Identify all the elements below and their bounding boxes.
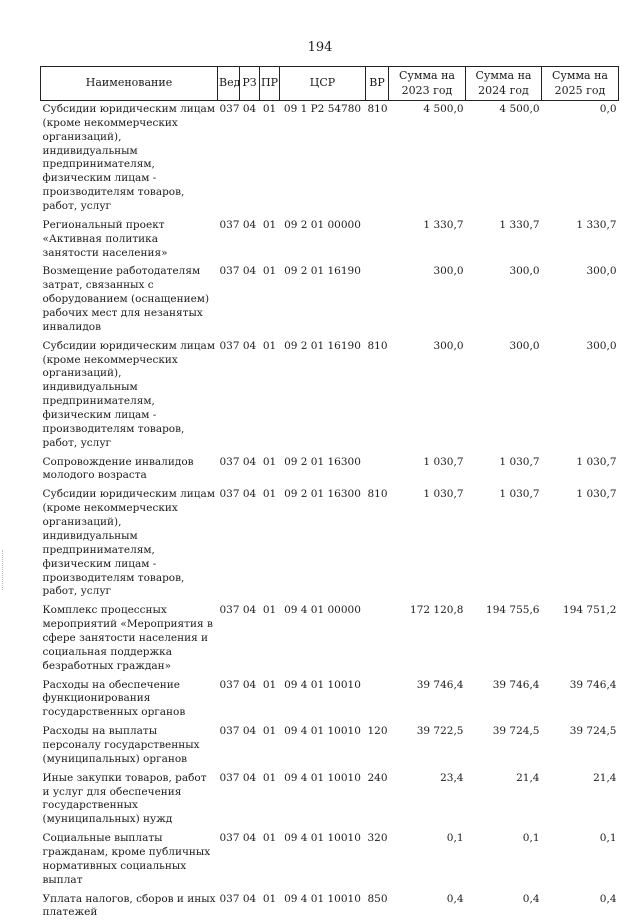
row-sum-2023: 39 746,4 (389, 677, 466, 724)
row-sum-2025: 1 030,7 (542, 454, 619, 487)
row-csr: 09 2 01 16190 (280, 263, 366, 337)
row-name: Сопровождение инвалидов молодого возраста (41, 454, 218, 487)
row-rz: 04 (240, 217, 260, 264)
table-row (41, 891, 619, 923)
row-rz: 04 (240, 723, 260, 770)
row-pr: 01 (260, 830, 280, 890)
header-pr: ПР (260, 67, 280, 101)
header-name: Наименование (41, 67, 218, 101)
page-number: 194 (0, 40, 640, 55)
row-ved: 037 (218, 830, 240, 890)
row-vr: 240 (366, 770, 389, 830)
row-vr: 810 (366, 486, 389, 602)
row-vr: 320 (366, 830, 389, 890)
row-sum-2023: 172 120,8 (389, 602, 466, 676)
row-rz: 04 (240, 101, 260, 217)
row-sum-2024: 1 330,7 (466, 217, 542, 264)
row-name: Субсидии юридическим лицам (кроме некоммерческих организаций), индивидуальным предпринимателям, физическим лицам - производителям товаров, работ, услуг (41, 101, 218, 217)
row-sum-2024: 194 755,6 (466, 602, 542, 676)
row-csr: 09 2 01 16300 (280, 454, 366, 487)
row-sum-2025: 39 746,4 (542, 677, 619, 724)
row-sum-2024: 21,4 (466, 770, 542, 830)
row-sum-2024: 1 030,7 (466, 486, 542, 602)
row-sum-2024: 300,0 (466, 338, 542, 454)
row-pr: 01 (260, 217, 280, 264)
row-name: Субсидии юридическим лицам (кроме некоммерческих организаций), индивидуальным предпринимателям, физическим лицам - производителям товаров, работ, услуг (41, 486, 218, 602)
row-csr: 09 4 01 10010 (280, 830, 366, 890)
row-sum-2025: 300,0 (542, 263, 619, 337)
row-name: Субсидии юридическим лицам (кроме некоммерческих организаций), индивидуальным предпринимателям, физическим лицам - производителям товаров, работ, услуг (41, 338, 218, 454)
row-name: Комплекс процессных мероприятий «Мероприятия в сфере занятости населения и социальная поддержка безработных граждан» (41, 602, 218, 676)
row-vr (366, 217, 389, 264)
row-name: Расходы на обеспечение функционирования государственных органов (41, 677, 218, 724)
header-sum-2023: Сумма на 2023 год (389, 67, 466, 101)
row-sum-2023: 1 030,7 (389, 454, 466, 487)
header-sum-2024: Сумма на 2024 год (466, 67, 542, 101)
row-sum-2025: 0,4 (542, 891, 619, 923)
row-pr: 01 (260, 338, 280, 454)
row-csr: 09 1 P2 54780 (280, 101, 366, 217)
row-sum-2025: 21,4 (542, 770, 619, 830)
table-row (41, 263, 619, 337)
row-rz: 04 (240, 338, 260, 454)
row-sum-2023: 1 030,7 (389, 486, 466, 602)
row-sum-2025: 1 330,7 (542, 217, 619, 264)
row-ved: 037 (218, 454, 240, 487)
table-row (41, 770, 619, 830)
row-pr: 01 (260, 263, 280, 337)
header-sum-2025: Сумма на 2025 год (542, 67, 619, 101)
row-pr: 01 (260, 602, 280, 676)
row-rz: 04 (240, 454, 260, 487)
row-csr: 09 4 01 10010 (280, 723, 366, 770)
table-row (41, 830, 619, 890)
row-sum-2025: 300,0 (542, 338, 619, 454)
table-row (41, 454, 619, 487)
row-ved: 037 (218, 677, 240, 724)
header-csr: ЦСР (280, 67, 366, 101)
table-header-row (41, 67, 619, 101)
row-rz: 04 (240, 830, 260, 890)
row-name: Уплата налогов, сборов и иных платежей (41, 891, 218, 923)
row-sum-2023: 300,0 (389, 263, 466, 337)
row-name: Расходы на выплаты персоналу государственных (муниципальных) органов (41, 723, 218, 770)
header-vr: ВР (366, 67, 389, 101)
row-ved: 037 (218, 217, 240, 264)
row-csr: 09 4 01 10010 (280, 677, 366, 724)
row-name: Иные закупки товаров, работ и услуг для обеспечения государственных (муниципальных) нужд (41, 770, 218, 830)
row-csr: 09 4 01 10010 (280, 891, 366, 923)
table-row (41, 677, 619, 724)
row-csr: 09 2 01 00000 (280, 217, 366, 264)
row-pr: 01 (260, 891, 280, 923)
row-sum-2024: 0,4 (466, 891, 542, 923)
row-pr: 01 (260, 486, 280, 602)
row-vr: 810 (366, 338, 389, 454)
row-sum-2023: 23,4 (389, 770, 466, 830)
row-sum-2024: 39 724,5 (466, 723, 542, 770)
row-sum-2025: 0,1 (542, 830, 619, 890)
row-sum-2023: 4 500,0 (389, 101, 466, 217)
row-sum-2023: 0,1 (389, 830, 466, 890)
row-pr: 01 (260, 770, 280, 830)
budget-table (40, 66, 619, 923)
row-rz: 04 (240, 677, 260, 724)
header-ved: Вед (218, 67, 240, 101)
row-vr: 850 (366, 891, 389, 923)
row-rz: 04 (240, 602, 260, 676)
row-vr (366, 602, 389, 676)
row-ved: 037 (218, 338, 240, 454)
row-csr: 09 2 01 16190 (280, 338, 366, 454)
row-sum-2025: 0,0 (542, 101, 619, 217)
scan-margin-mark (2, 550, 5, 590)
table-row (41, 602, 619, 676)
row-sum-2025: 1 030,7 (542, 486, 619, 602)
row-vr (366, 677, 389, 724)
row-name: Региональный проект «Активная политика занятости населения» (41, 217, 218, 264)
row-ved: 037 (218, 263, 240, 337)
row-ved: 037 (218, 770, 240, 830)
row-sum-2023: 39 722,5 (389, 723, 466, 770)
row-pr: 01 (260, 677, 280, 724)
row-name: Возмещение работодателям затрат, связанных с оборудованием (оснащением) рабочих мест для незанятых инвалидов (41, 263, 218, 337)
row-pr: 01 (260, 101, 280, 217)
row-vr: 810 (366, 101, 389, 217)
row-sum-2023: 0,4 (389, 891, 466, 923)
row-csr: 09 4 01 10010 (280, 770, 366, 830)
header-rz: РЗ (240, 67, 260, 101)
row-sum-2024: 1 030,7 (466, 454, 542, 487)
row-ved: 037 (218, 486, 240, 602)
row-rz: 04 (240, 891, 260, 923)
row-pr: 01 (260, 723, 280, 770)
row-sum-2024: 300,0 (466, 263, 542, 337)
row-csr: 09 2 01 16300 (280, 486, 366, 602)
table-row (41, 486, 619, 602)
row-vr: 120 (366, 723, 389, 770)
table-row (41, 723, 619, 770)
row-csr: 09 4 01 00000 (280, 602, 366, 676)
table-row (41, 338, 619, 454)
row-vr (366, 454, 389, 487)
table-body (41, 101, 619, 923)
row-ved: 037 (218, 891, 240, 923)
row-sum-2023: 300,0 (389, 338, 466, 454)
row-sum-2023: 1 330,7 (389, 217, 466, 264)
row-rz: 04 (240, 770, 260, 830)
row-name: Социальные выплаты гражданам, кроме публичных нормативных социальных выплат (41, 830, 218, 890)
row-pr: 01 (260, 454, 280, 487)
row-sum-2024: 4 500,0 (466, 101, 542, 217)
row-ved: 037 (218, 602, 240, 676)
row-sum-2024: 0,1 (466, 830, 542, 890)
row-vr (366, 263, 389, 337)
row-sum-2024: 39 746,4 (466, 677, 542, 724)
row-ved: 037 (218, 723, 240, 770)
row-sum-2025: 39 724,5 (542, 723, 619, 770)
row-rz: 04 (240, 486, 260, 602)
table-row (41, 101, 619, 217)
table-row (41, 217, 619, 264)
row-sum-2025: 194 751,2 (542, 602, 619, 676)
row-rz: 04 (240, 263, 260, 337)
row-ved: 037 (218, 101, 240, 217)
